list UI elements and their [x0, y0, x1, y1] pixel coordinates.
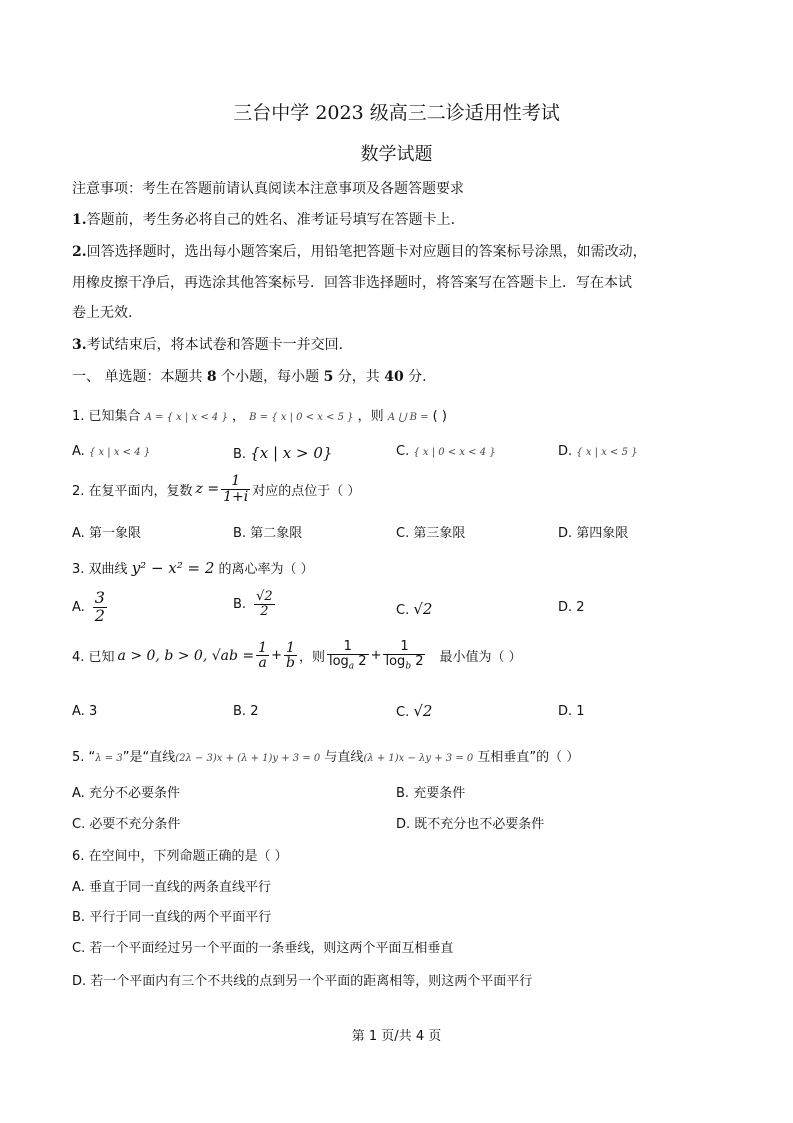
section-mid-2: 分，共: [337, 369, 380, 385]
q3-option-d-label: D.: [558, 600, 573, 615]
q3-option-b-fraction: [254, 590, 275, 618]
question-3-stem: [72, 558, 314, 577]
q1-option-c: [396, 444, 496, 459]
q4-option-c-label: C.: [396, 705, 410, 720]
q4-fraction-a: [256, 641, 269, 671]
note-2-text-1: 回答选择题时，选出每小题答案后，用铅笔把答题卡对应题目的答案标号涂黑，如需改动，: [86, 244, 647, 260]
q6-option-a: [72, 876, 271, 895]
exam-title: 三台中学 2023 级高三二诊适用性考试: [233, 102, 560, 124]
note-1-text: 答题前，考生务必将自己的姓名、准考证号填写在答题卡上.: [86, 212, 456, 228]
q1-option-d-text: { x | x < 5 }: [576, 447, 638, 458]
q3-option-a-label: A.: [72, 599, 85, 615]
q2-lead: 2. 在复平面内，复数: [72, 483, 193, 499]
q3-expression: y² − x² = 2: [131, 559, 215, 577]
q5-tail: 互相垂直”的（ ）: [477, 750, 580, 765]
q2-option-d-text: 第四象限: [576, 526, 629, 541]
section-count: 8: [206, 369, 217, 385]
q6-option-a-text: 垂直于同一直线的两条直线平行: [88, 880, 271, 895]
note-2-number: 2.: [72, 244, 87, 260]
q2-option-c-label: C.: [396, 526, 410, 541]
q3-option-a-denominator: 2: [94, 605, 105, 625]
q2-option-b-label: B.: [233, 526, 247, 541]
q3-option-c: [396, 600, 432, 618]
q2-option-a: [72, 522, 141, 541]
q4-log-a-base: a: [348, 661, 355, 672]
section-suffix: 分.: [408, 369, 427, 385]
q1-option-b-text: {x | x > 0}: [250, 444, 333, 462]
q1-option-a-label: A.: [72, 444, 85, 459]
question-5-stem: [72, 746, 579, 765]
q4-fraction-a-num: 1: [258, 639, 268, 656]
q4-log-b-arg: 2: [411, 653, 424, 669]
q3-option-c-label: C.: [396, 603, 410, 618]
q3-option-d: [558, 600, 585, 615]
q1-option-c-text: { x | 0 < x < 4 }: [413, 447, 496, 458]
q1-set-a: A = { x | x < 4 }: [144, 412, 228, 423]
q5-option-a-text: 充分不必要条件: [88, 786, 180, 801]
section-heading: [72, 366, 427, 386]
q4-option-d-text: 1: [576, 704, 585, 719]
q1-option-d-label: D.: [558, 444, 573, 459]
q4-log-fraction-a: [327, 640, 369, 672]
q5-option-d: [396, 813, 544, 832]
q6-option-b: [72, 906, 271, 925]
q4-fraction-a-den: a: [258, 655, 267, 672]
q4-lead: 4. 已知: [72, 650, 115, 666]
q4-log-b-num: 1: [383, 640, 425, 655]
q4-tail: 最小值为（ ）: [439, 650, 522, 666]
q6-option-b-text: 平行于同一直线的两个平面平行: [89, 910, 272, 925]
question-1-stem: [72, 405, 447, 424]
q4-log-a-num: 1: [327, 640, 369, 655]
q2-z: z =: [195, 481, 220, 498]
q3-option-b-numerator: √2: [256, 589, 273, 604]
q2-fraction: [221, 474, 250, 504]
q6-option-d-text: 若一个平面内有三个不共线的点到另一个平面的距离相等，则这两个平面平行: [90, 974, 533, 989]
q5-lead: 5. “: [72, 750, 96, 765]
note-3-text: 考试结束后，将本试卷和答题卡一并交回.: [86, 337, 344, 353]
q2-option-d-label: D.: [558, 526, 573, 541]
q3-option-b: [233, 590, 277, 618]
q1-comma: ，: [231, 409, 245, 424]
note-1: [72, 209, 455, 229]
q3-option-c-text: √2: [413, 600, 433, 618]
q4-option-a-label: A.: [72, 704, 85, 719]
q6-option-c: [72, 937, 453, 956]
q1-option-a-text: { x | x < 4 }: [88, 447, 151, 458]
q6-option-d: [72, 970, 532, 989]
q4-option-c-text: √2: [413, 702, 433, 720]
q4-log-b-den: log: [385, 653, 406, 669]
q5-option-d-label: D.: [396, 817, 411, 832]
section-prefix: 一、 单选题：本题共: [72, 369, 203, 385]
q2-tail: 对应的点位于（ ）: [252, 483, 361, 499]
q3-option-a-numerator: 3: [94, 588, 105, 607]
q4-fraction-b-den: b: [285, 655, 295, 672]
note-2-line-2: 用橡皮擦干净后，再选涂其他答案标号．回答非选择题时，将答案写在答题卡上．写在本试: [72, 275, 632, 291]
q3-option-b-denominator: 2: [260, 603, 269, 619]
q2-numerator: 1: [221, 474, 250, 490]
q4-plus: +: [271, 648, 282, 664]
q4-option-b-label: B.: [233, 704, 247, 719]
q2-option-b-text: 第二象限: [250, 526, 303, 541]
note-1-number: 1.: [72, 212, 87, 228]
q5-option-a: [72, 782, 180, 801]
q1-option-b-label: B.: [233, 447, 247, 462]
q6-option-a-label: A.: [72, 880, 85, 895]
question-4-stem: [72, 640, 522, 672]
q5-option-c: [72, 813, 180, 832]
section-total-score: 40: [384, 369, 404, 385]
q4-log-fraction-b: [383, 640, 425, 672]
q2-option-a-text: 第一象限: [88, 526, 141, 541]
q4-option-d-label: D.: [558, 704, 573, 719]
q5-line-1: (2λ − 3)x + (λ + 1)y + 3 = 0: [175, 753, 321, 764]
q1-then: ，则: [357, 409, 384, 424]
notes-heading: 注意事项：考生在答题前请认真阅读本注意事项及各题答题要求: [72, 181, 464, 197]
q1-option-a: [72, 444, 150, 459]
q4-option-b-text: 2: [250, 704, 259, 719]
q4-option-a-text: 3: [88, 704, 98, 719]
q4-log-b-base: b: [405, 661, 412, 672]
q2-option-d: [558, 522, 628, 541]
q5-line-2: (λ + 1)x − λy + 3 = 0: [363, 753, 474, 764]
q5-mid-1: ”是“直线: [122, 750, 176, 765]
q6-option-c-label: C.: [72, 941, 86, 956]
q5-mid-2: 与直线: [324, 750, 364, 765]
q3-option-a: [72, 590, 109, 625]
q5-option-d-text: 既不充分也不必要条件: [414, 817, 545, 832]
q4-log-a-arg: 2: [354, 653, 367, 669]
q1-expression: A ⋃ B =: [387, 412, 429, 423]
q3-tail: 的离心率为（ ）: [218, 562, 314, 577]
q6-option-c-text: 若一个平面经过另一个平面的一条垂线，则这两个平面互相垂直: [89, 941, 454, 956]
q4-option-a: [72, 704, 97, 719]
q1-option-c-label: C.: [396, 444, 410, 459]
q4-option-d: [558, 704, 585, 719]
question-6-stem: 6. 在空间中，下列命题正确的是（ ）: [72, 849, 288, 864]
q3-option-a-fraction: [93, 590, 107, 625]
q4-option-b: [233, 704, 258, 719]
q3-lead: 3. 双曲线: [72, 562, 128, 577]
q1-answer-paren: ( ): [432, 409, 447, 424]
q2-option-a-label: A.: [72, 526, 85, 541]
q2-denominator: 1+i: [223, 488, 249, 505]
section-mid-1: 个小题，每小题: [221, 369, 320, 385]
q2-option-c: [396, 522, 465, 541]
note-2-line-3: 卷上无效.: [72, 305, 133, 321]
q5-option-b-label: B.: [396, 786, 410, 801]
q1-lead: 1. 已知集合: [72, 409, 141, 424]
q6-option-b-label: B.: [72, 910, 86, 925]
q4-condition: a > 0, b > 0, √ab =: [117, 647, 255, 664]
q4-then: ，则: [298, 650, 325, 666]
note-3-number: 3.: [72, 337, 87, 353]
q1-set-b: B = { x | 0 < x < 5 }: [249, 412, 354, 423]
q3-option-d-text: 2: [576, 600, 585, 615]
q4-fraction-b-num: 1: [284, 641, 297, 657]
q4-log-a-den: log: [328, 653, 349, 669]
q5-lambda: λ = 3: [95, 753, 123, 764]
q5-option-a-label: A.: [72, 786, 85, 801]
q1-option-b: [233, 444, 332, 462]
q5-option-c-text: 必要不充分条件: [89, 817, 181, 832]
q4-plus-2: +: [370, 648, 382, 664]
section-each-score: 5: [323, 369, 334, 385]
exam-subtitle: 数学试题: [360, 144, 433, 165]
question-2-stem: [72, 474, 360, 504]
page-footer: 第 1 页/共 4 页: [351, 1029, 442, 1044]
q3-option-b-label: B.: [233, 596, 247, 612]
note-3: [72, 334, 343, 354]
q4-option-c: [396, 702, 432, 720]
q5-option-b-text: 充要条件: [413, 786, 466, 801]
q5-option-b: [396, 782, 465, 801]
q4-fraction-b: [284, 641, 297, 671]
q2-option-b: [233, 522, 302, 541]
q2-option-c-text: 第三象限: [413, 526, 466, 541]
note-2-line-1: [72, 241, 647, 261]
q1-option-d: [558, 444, 637, 459]
q5-option-c-label: C.: [72, 817, 86, 832]
q6-option-d-label: D.: [72, 974, 87, 989]
